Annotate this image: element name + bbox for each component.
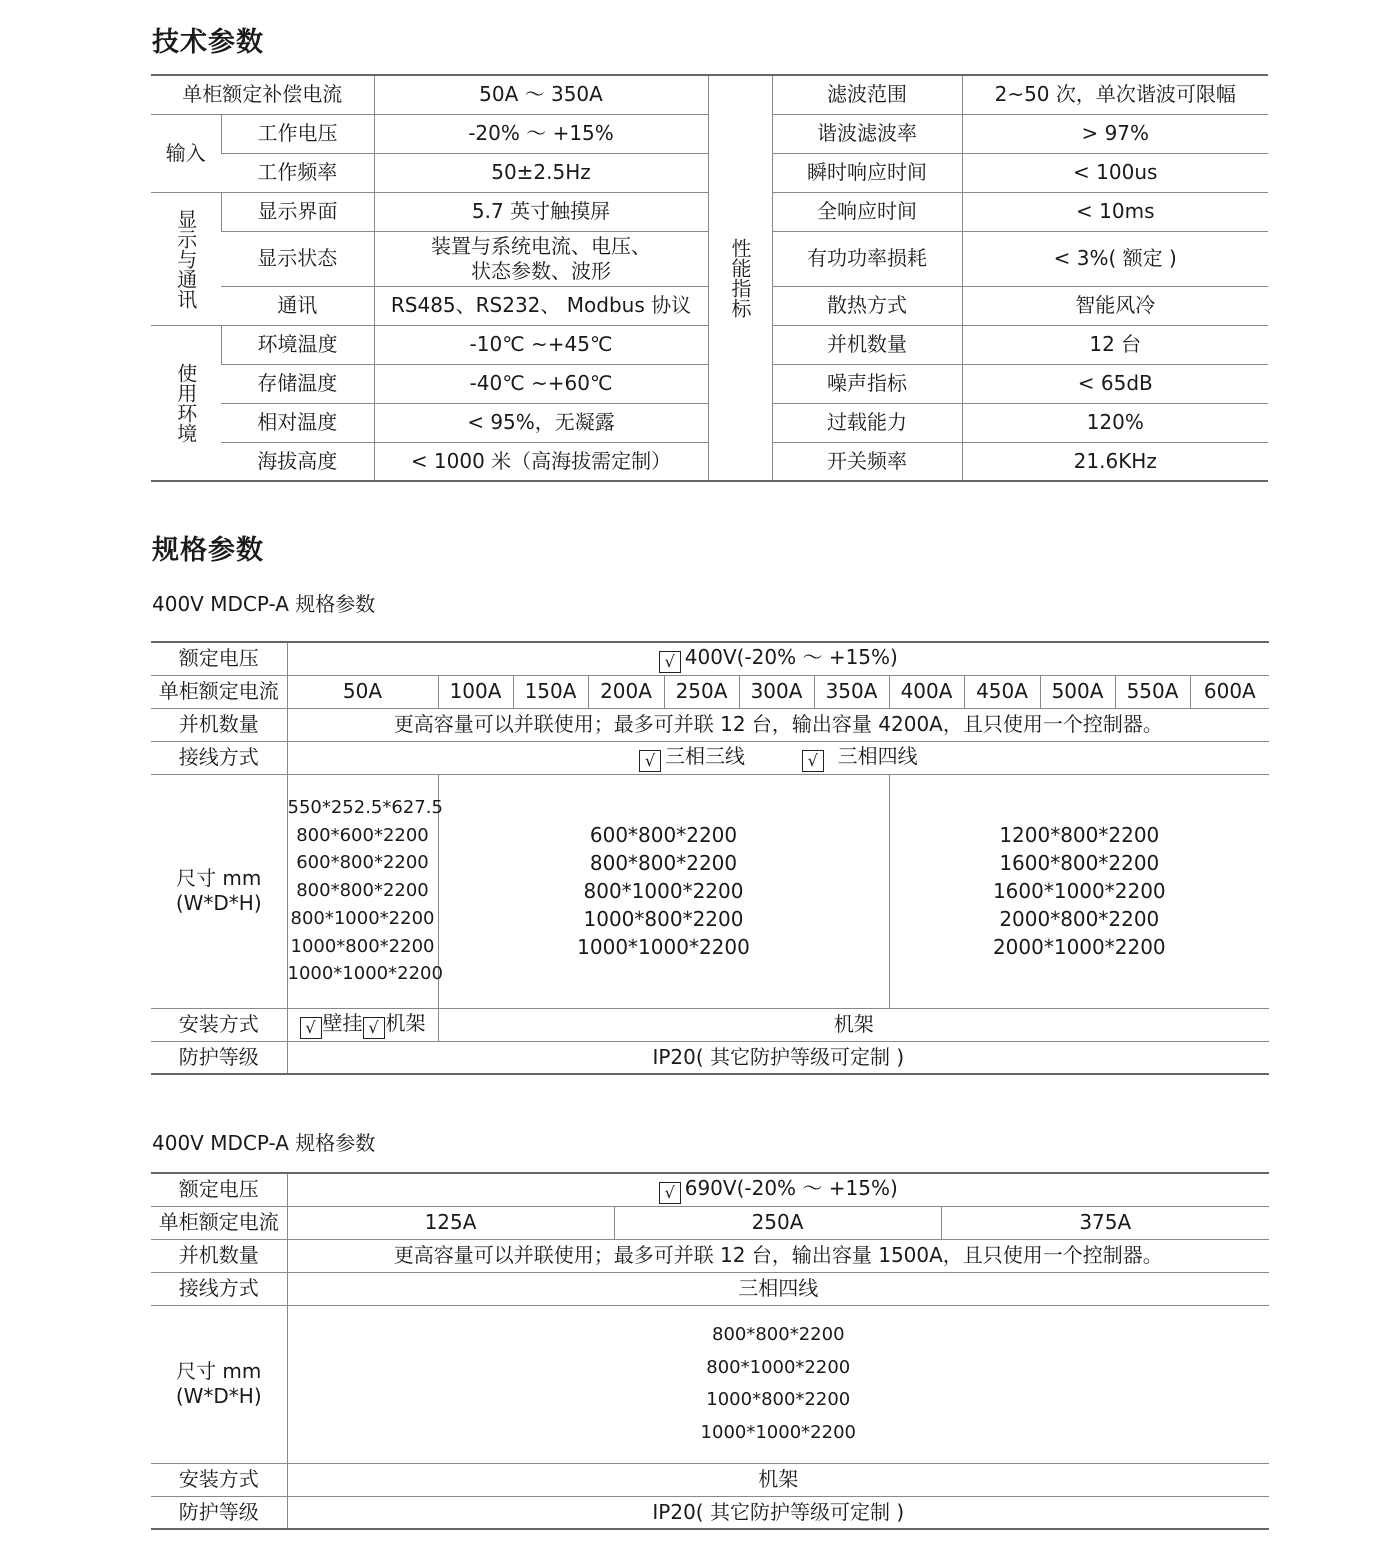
param-value: -20% ～ +15% [374, 114, 708, 153]
param-label: 开关频率 [772, 442, 962, 481]
spec-table2-caption: 400V MDCP-A 规格参数 [152, 1131, 376, 1155]
row-label: 尺寸 mm (W*D*H) [151, 1305, 287, 1463]
param-label: 有功功率损耗 [772, 231, 962, 286]
current-cell: 350A [814, 675, 889, 708]
param-value: < 10ms [962, 192, 1268, 231]
current-cell: 400A [889, 675, 964, 708]
row-label: 防护等级 [151, 1041, 287, 1074]
param-label: 环境温度 [221, 325, 374, 364]
param-value: < 95%，无凝露 [374, 403, 708, 442]
param-label: 工作频率 [221, 153, 374, 192]
table-row [151, 1496, 1269, 1529]
perf-group-label: 性能指标 [708, 75, 772, 481]
param-value: -40℃ ~+60℃ [374, 364, 708, 403]
row-label: 尺寸 mm (W*D*H) [151, 774, 287, 1008]
spec-section-title: 规格参数 [152, 535, 264, 566]
row-label: 并机数量 [151, 708, 287, 741]
param-label: 噪声指标 [772, 364, 962, 403]
current-cell: 125A [287, 1206, 614, 1239]
table-row [151, 741, 1269, 774]
param-label: 过载能力 [772, 403, 962, 442]
row-label: 安装方式 [151, 1463, 287, 1496]
param-value: 120% [962, 403, 1268, 442]
param-value: 5.7 英寸触摸屏 [374, 192, 708, 231]
current-cell: 150A [513, 675, 588, 708]
input-group-label: 输入 [151, 114, 221, 192]
parallel-value: 更高容量可以并联使用；最多可并联 12 台，输出容量 4200A，且只使用一个控制器。 [287, 708, 1269, 741]
current-cell: 100A [438, 675, 513, 708]
size-list: 800*800*2200 800*1000*2200 1000*800*2200 1000*1000*2200 [287, 1305, 1269, 1463]
param-value: -10℃ ~+45℃ [374, 325, 708, 364]
tech-section-title: 技术参数 [152, 27, 264, 58]
param-label: 谐波滤波率 [772, 114, 962, 153]
spec-table1-caption: 400V MDCP-A 规格参数 [152, 592, 376, 616]
current-cell: 250A [614, 1206, 941, 1239]
current-cell: 300A [739, 675, 814, 708]
size-list-c: 1200*800*2200 1600*800*2200 1600*1000*2200 2000*800*2200 2000*1000*2200 [889, 774, 1269, 1008]
voltage-value: √ 690V(-20% ～ +15%) [287, 1173, 1269, 1206]
size-list-b: 600*800*2200 800*800*2200 800*1000*2200 1000*800*2200 1000*1000*2200 [438, 774, 889, 1008]
tech-params-table [151, 74, 1268, 482]
row-label: 单柜额定电流 [151, 1206, 287, 1239]
param-value: < 65dB [962, 364, 1268, 403]
row-label: 额定电压 [151, 642, 287, 675]
param-value: RS485、RS232、 Modbus 协议 [374, 286, 708, 325]
table-row [151, 1008, 1269, 1041]
param-label: 通讯 [221, 286, 374, 325]
row-label: 防护等级 [151, 1496, 287, 1529]
spec-table-400v [151, 641, 1269, 1075]
wiring-value: √ 三相三线 √ 三相四线 [287, 741, 1269, 774]
param-label: 相对温度 [221, 403, 374, 442]
table-row [151, 1305, 1269, 1463]
param-value: 12 台 [962, 325, 1268, 364]
param-label: 单柜额定补偿电流 [151, 75, 374, 114]
checkbox-icon: √ [802, 750, 824, 772]
protect-value: IP20( 其它防护等级可定制 ) [287, 1041, 1269, 1074]
param-label: 瞬时响应时间 [772, 153, 962, 192]
table-row [151, 1206, 1269, 1239]
current-cell: 250A [664, 675, 739, 708]
row-label: 接线方式 [151, 1272, 287, 1305]
param-value: 智能风冷 [962, 286, 1268, 325]
mount-options: √ 壁挂 √ 机架 [287, 1008, 438, 1041]
current-cell: 450A [964, 675, 1040, 708]
table-row [151, 1272, 1269, 1305]
table-row [151, 1173, 1269, 1206]
current-cell: 500A [1040, 675, 1115, 708]
table-row [151, 675, 1269, 708]
row-label: 安装方式 [151, 1008, 287, 1041]
row-label: 并机数量 [151, 1239, 287, 1272]
param-value: > 97% [962, 114, 1268, 153]
table-row [151, 1463, 1269, 1496]
protect-value: IP20( 其它防护等级可定制 ) [287, 1496, 1269, 1529]
param-value: < 1000 米（高海拔需定制） [374, 442, 708, 481]
checkbox-icon: √ [300, 1017, 322, 1039]
current-cell: 50A [287, 675, 438, 708]
param-label: 滤波范围 [772, 75, 962, 114]
checkbox-icon: √ [639, 750, 661, 772]
checkbox-icon: √ [363, 1017, 385, 1039]
voltage-value: √ 400V(-20% ～ +15%) [287, 642, 1269, 675]
spec-table-690v [151, 1172, 1269, 1530]
table-row [151, 75, 1268, 114]
param-label: 海拔高度 [221, 442, 374, 481]
current-cell: 600A [1190, 675, 1269, 708]
table-row [151, 774, 1269, 1008]
param-value: 21.6KHz [962, 442, 1268, 481]
current-cell: 200A [588, 675, 664, 708]
mount-value: 机架 [287, 1463, 1269, 1496]
param-label: 散热方式 [772, 286, 962, 325]
display-group-label: 显示与通讯 [151, 192, 221, 325]
current-cell: 375A [941, 1206, 1269, 1239]
param-value: < 3%( 额定 ) [962, 231, 1268, 286]
param-label: 显示界面 [221, 192, 374, 231]
env-group-label: 使用环境 [151, 325, 221, 481]
param-label: 全响应时间 [772, 192, 962, 231]
parallel-value: 更高容量可以并联使用；最多可并联 12 台，输出容量 1500A，且只使用一个控制器。 [287, 1239, 1269, 1272]
table-row [151, 1041, 1269, 1074]
row-label: 单柜额定电流 [151, 675, 287, 708]
param-label: 显示状态 [221, 231, 374, 286]
mount-value: 机架 [438, 1008, 1269, 1041]
param-label: 工作电压 [221, 114, 374, 153]
table-row [151, 708, 1269, 741]
checkbox-icon: √ [659, 651, 681, 673]
table-row [151, 642, 1269, 675]
param-label: 并机数量 [772, 325, 962, 364]
param-value: 50±2.5Hz [374, 153, 708, 192]
param-label: 存储温度 [221, 364, 374, 403]
wiring-value: 三相四线 [287, 1272, 1269, 1305]
checkbox-icon: √ [659, 1182, 681, 1204]
size-list-a: 550*252.5*627.5 800*600*2200 600*800*2200 800*800*2200 800*1000*2200 1000*800*2200 1000*1000*2200 [287, 774, 438, 1008]
row-label: 接线方式 [151, 741, 287, 774]
param-value: 装置与系统电流、电压、 状态参数、波形 [374, 231, 708, 286]
param-value: < 100us [962, 153, 1268, 192]
current-cell: 550A [1115, 675, 1190, 708]
param-value: 50A ～ 350A [374, 75, 708, 114]
param-value: 2~50 次，单次谐波可限幅 [962, 75, 1268, 114]
table-row [151, 1239, 1269, 1272]
row-label: 额定电压 [151, 1173, 287, 1206]
